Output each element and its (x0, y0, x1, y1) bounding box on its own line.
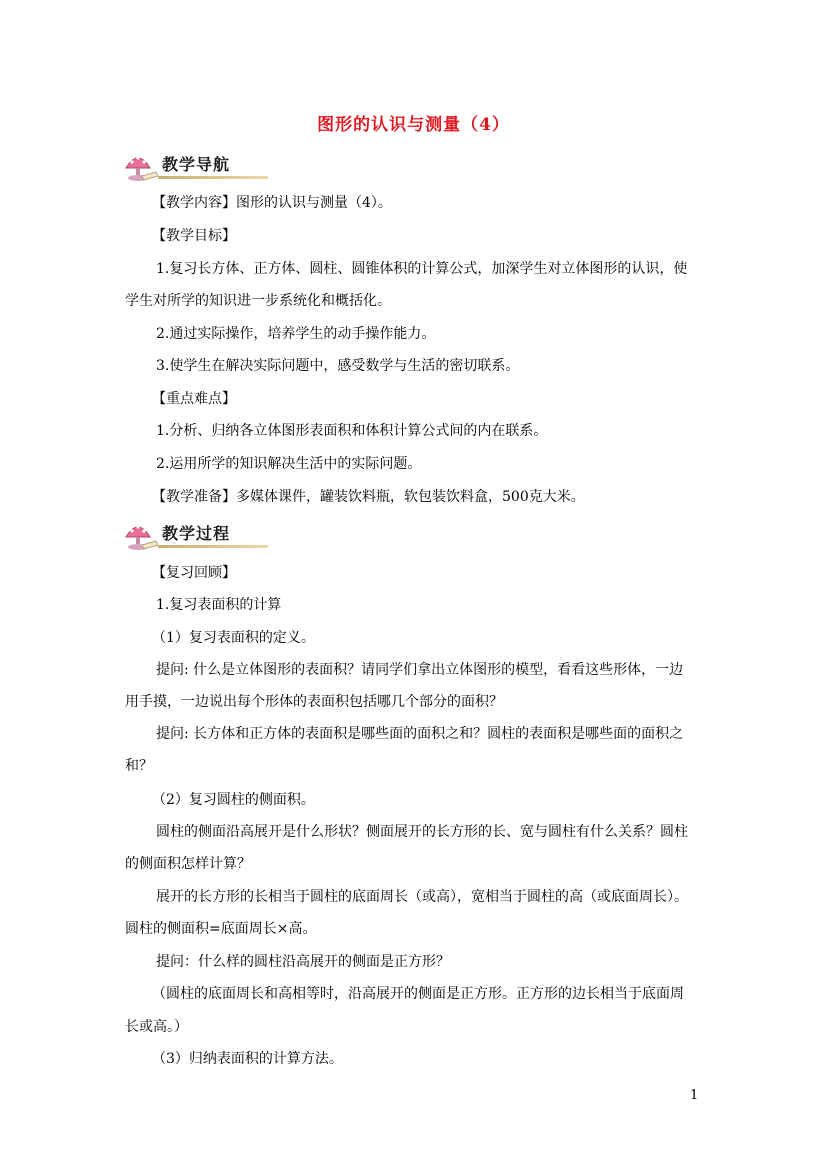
text-line: 圆柱的侧面积=底面周长×高。 (125, 921, 317, 937)
text-line: 提问: 长方体和正方体的表面积是哪些面的面积之和？圆柱的表面积是哪些面的面积之 (156, 726, 684, 742)
text-line: （1）复习表面积的定义。 (152, 630, 315, 646)
text-line: 【教学目标】 (152, 228, 236, 244)
text-line: 和？ (125, 758, 153, 774)
text-line: 2.运用所学的知识解决生活中的实际问题。 (156, 456, 422, 472)
section-underline (158, 176, 268, 179)
text-line: （圆柱的底面周长和高相等时，沿高展开的侧面是正方形。正方形的边长相当于底面周 (152, 986, 684, 1002)
text-line: 1.复习长方体、正方体、圆柱、圆锥体积的计算公式，加深学生对立体图形的认识，使 (156, 261, 688, 277)
text-line: 1.分析、归纳各立体图形表面积和体积计算公式间的内在联系。 (156, 423, 548, 439)
text-line: 【教学准备】多媒体课件，罐装饮料瓶，软包装饮料盒，500克大米。 (152, 489, 585, 505)
section-badge-teaching-process (118, 515, 258, 553)
section-label: 教学导航 (162, 155, 231, 174)
text-line: 提问：什么样的圆柱沿高展开的侧面是正方形？ (156, 954, 450, 970)
text-line: 【重点难点】 (152, 391, 236, 407)
text-line: 3.使学生在解决实际问题中，感受数学与生活的密切联系。 (156, 358, 520, 374)
text-line: 长或高。） (125, 1019, 188, 1035)
text-line: （3）归纳表面积的计算方法。 (152, 1051, 343, 1067)
lamp-icon (118, 515, 162, 553)
text-line: 学生对所学的知识进一步系统化和概括化。 (125, 293, 391, 309)
text-line: 圆柱的侧面沿高展开是什么形状？侧面展开的长方形的长、宽与圆柱有什么关系？圆柱 (156, 824, 688, 840)
page-number: 1 (690, 1088, 699, 1103)
text-line: 【复习回顾】 (152, 565, 236, 581)
text-line: 提问: 什么是立体图形的表面积？请同学们拿出立体图形的模型，看看这些形体，一边 (156, 662, 684, 678)
text-line: 2.通过实际操作，培养学生的动手操作能力。 (156, 326, 436, 342)
text-line: 用手摸，一边说出每个形体的表面积包括哪几个部分的面积？ (125, 694, 503, 710)
section-underline (158, 545, 268, 548)
section-badge-teaching-guide (118, 146, 258, 184)
section-label: 教学过程 (162, 524, 231, 543)
text-line: 1.复习表面积的计算 (156, 597, 282, 613)
text-line: （2）复习圆柱的侧面积。 (152, 792, 315, 808)
text-line: 的侧面积怎样计算？ (125, 856, 251, 872)
text-line: 【教学内容】图形的认识与测量（4）。 (152, 195, 392, 211)
text-line: 展开的长方形的长相当于圆柱的底面周长（或高），宽相当于圆柱的高（或底面周长）。 (156, 889, 688, 905)
lamp-icon (118, 146, 162, 184)
page-title: 图形的认识与测量（4） (317, 115, 510, 135)
